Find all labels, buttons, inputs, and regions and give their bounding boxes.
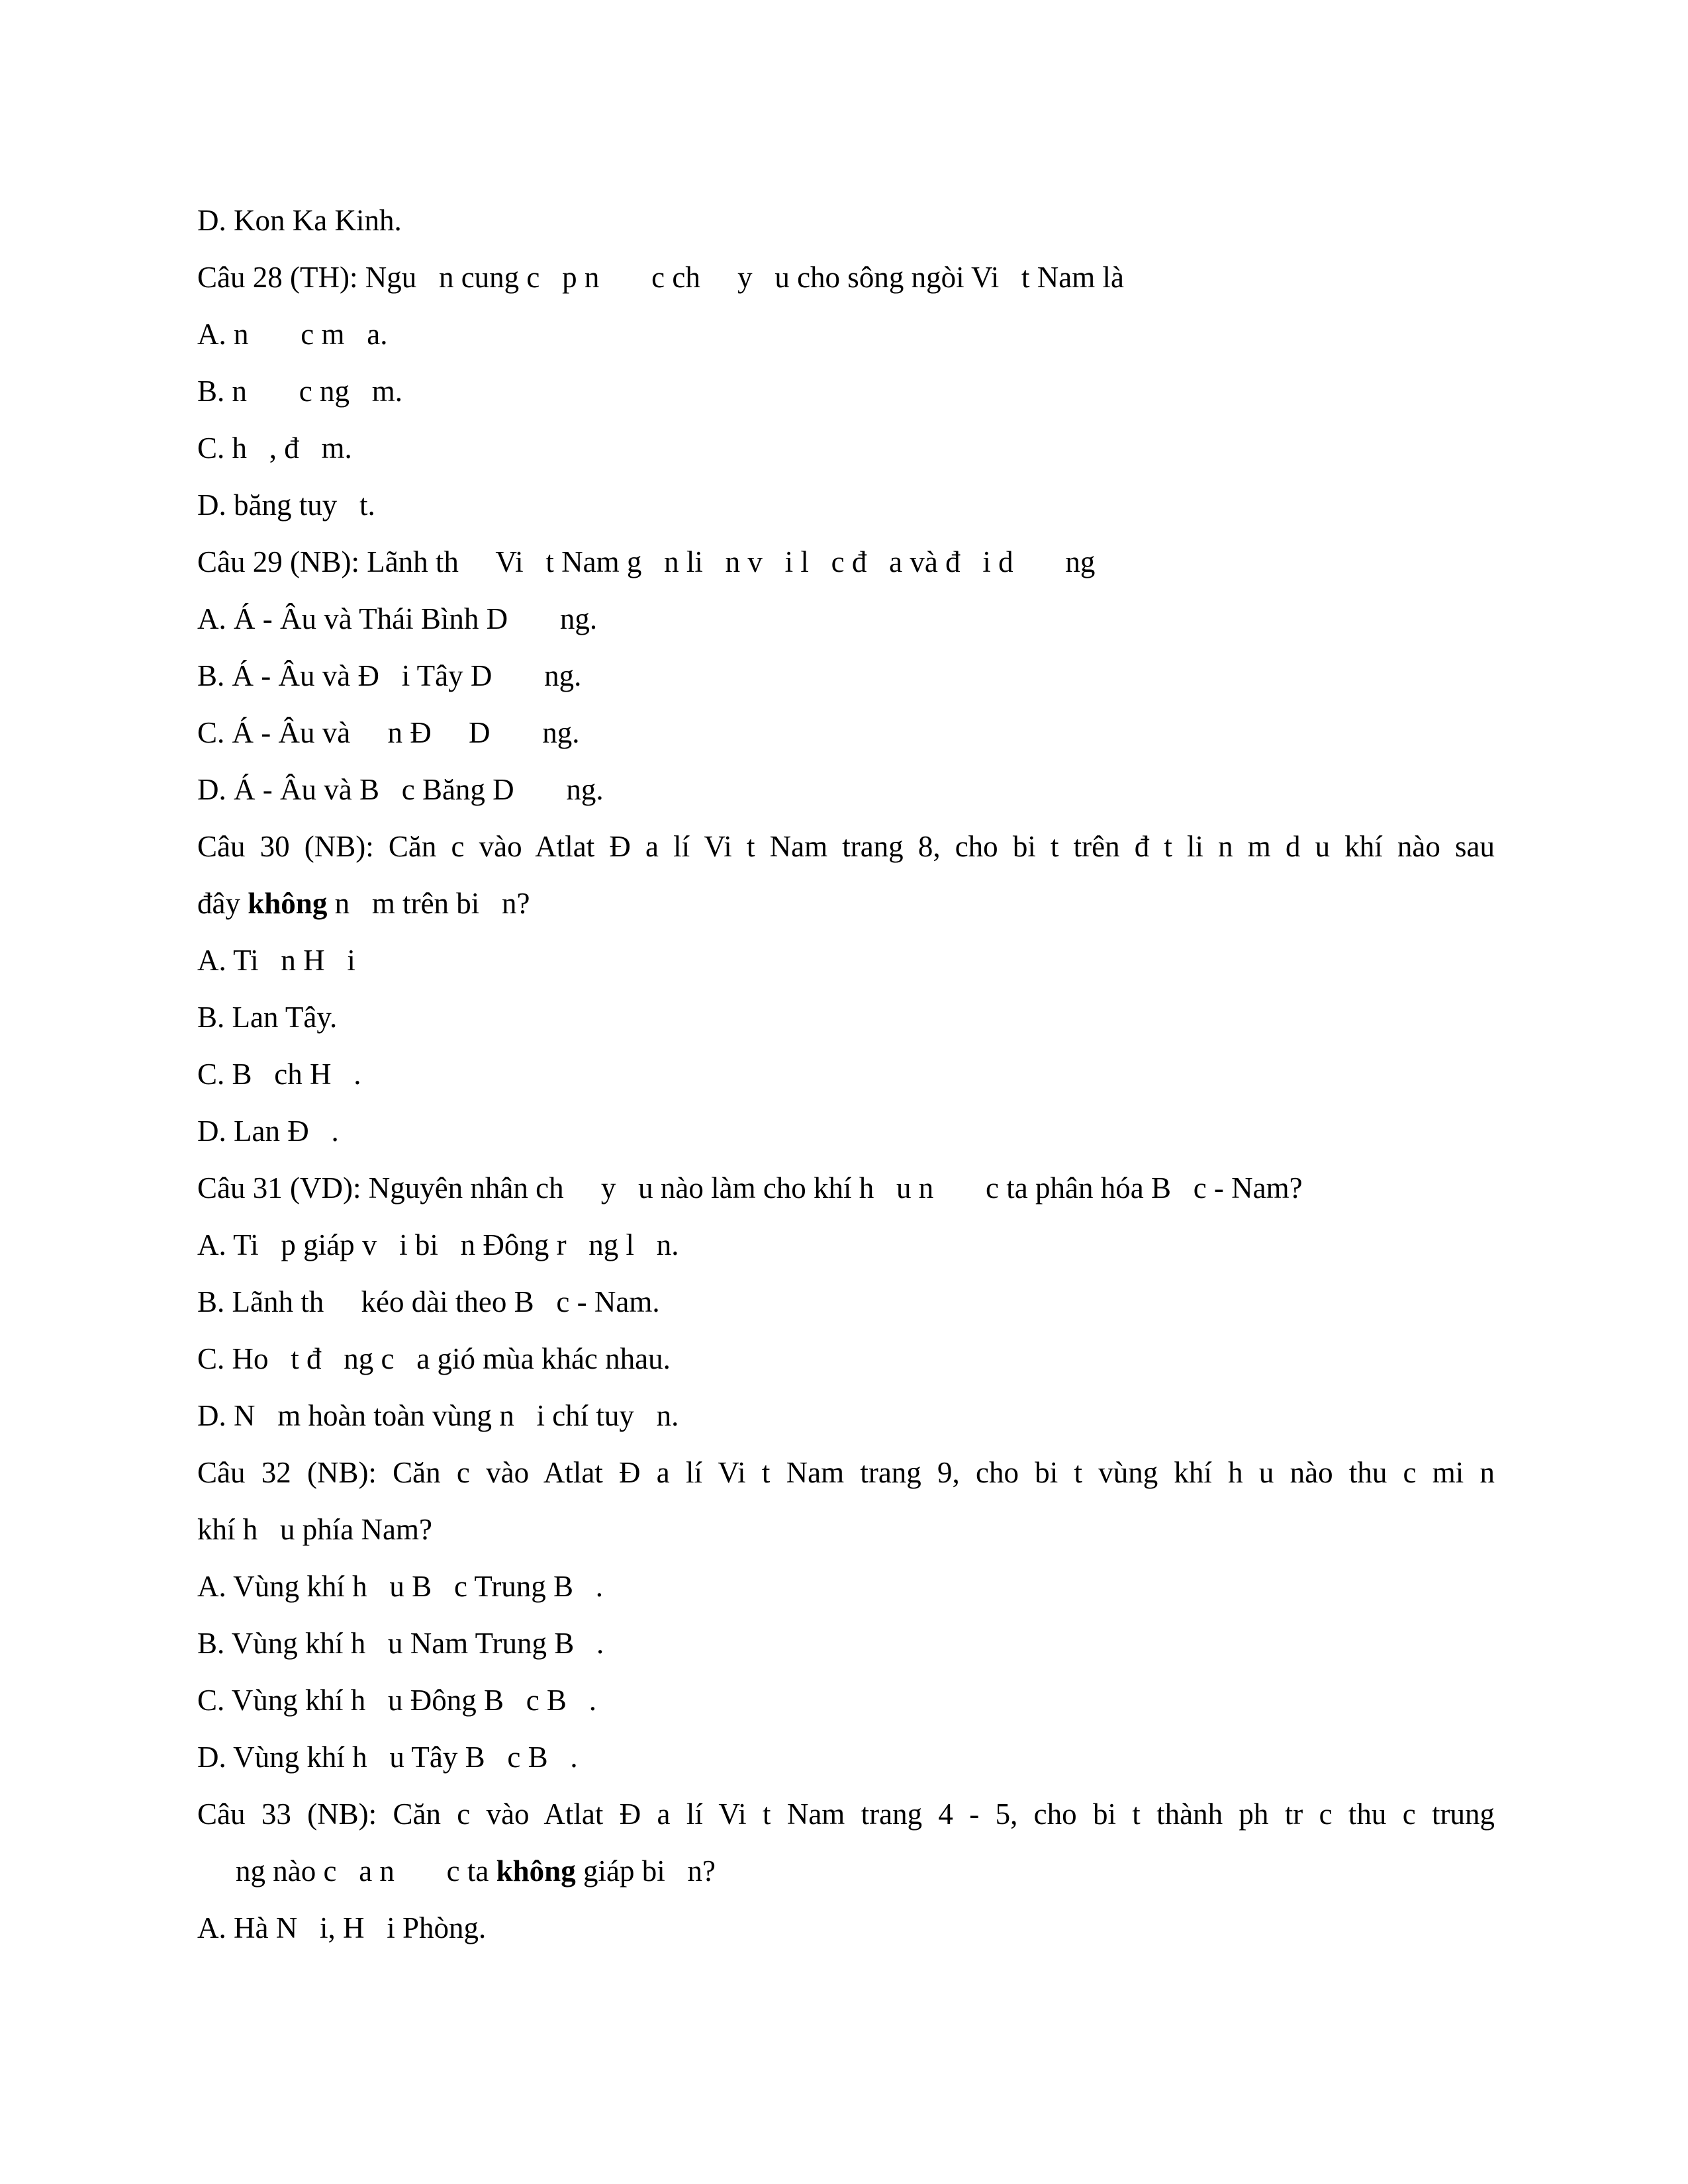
q33-text-start: ng nào c a n c ta: [236, 1854, 496, 1888]
option-b-q31: B. Lãnh th kéo dài theo B c - Nam.: [197, 1285, 660, 1318]
option-d-q30: D. Lan Đ .: [197, 1115, 339, 1148]
question-30: Câu 30 (NB): Căn c vào Atlat Đ a lí Vi t Nam trang 8, cho bi t trên đ t li n m d u khí nào sau: [197, 830, 1495, 863]
option-d-q31: D. N m hoàn toàn vùng n i chí tuy n.: [197, 1399, 679, 1432]
q30-text-end: n m trên bi n?: [327, 887, 530, 920]
option-c-q28: C. h , đ m.: [197, 432, 352, 465]
question-32-continued: khí h u phía Nam?: [197, 1513, 432, 1546]
option-b-q29: B. Á - Âu và Đ i Tây D ng.: [197, 659, 582, 692]
option-a-q32: A. Vùng khí h u B c Trung B .: [197, 1570, 604, 1603]
option-a-q33: A. Hà N i, H i Phòng.: [197, 1911, 487, 1944]
question-30-continued: [197, 875, 1495, 932]
q33-text-end: giáp bi n?: [575, 1854, 716, 1888]
question-33: Câu 33 (NB): Căn c vào Atlat Đ a lí Vi t Nam trang 4 - 5, cho bi t thành ph tr c thu c trung: [197, 1797, 1495, 1831]
option-a-q30: A. Ti n H i: [197, 944, 355, 977]
option-b-q30: B. Lan Tây.: [197, 1001, 338, 1034]
option-a-q28: A. n c m a.: [197, 318, 388, 351]
option-a-q31: A. Ti p giáp v i bi n Đông r ng l n.: [197, 1228, 679, 1261]
q30-text-start: đây: [197, 887, 248, 920]
document-page: [197, 192, 1495, 1956]
option-b-q32: B. Vùng khí h u Nam Trung B .: [197, 1627, 604, 1660]
option-c-q31: C. Ho t đ ng c a gió mùa khác nhau.: [197, 1342, 671, 1375]
question-31: Câu 31 (VD): Nguyên nhân ch y u nào làm cho khí h u n c ta phân hóa B c - Nam?: [197, 1171, 1303, 1205]
question-33-continued: [197, 1843, 1495, 1899]
option-a-q29: A. Á - Âu và Thái Bình D ng.: [197, 602, 598, 635]
option-d-q28: D. băng tuy t.: [197, 488, 375, 522]
q33-bold-khong: không: [496, 1854, 576, 1888]
question-29: Câu 29 (NB): Lãnh th Vi t Nam g n li n v i l c đ a và đ i d ng: [197, 545, 1096, 578]
question-28: Câu 28 (TH): Ngu n cung c p n c ch y u cho sông ngòi Vi t Nam là: [197, 261, 1125, 294]
q30-bold-khong: không: [248, 887, 328, 920]
option-b-q28: B. n c ng m.: [197, 375, 402, 408]
option-c-q32: C. Vùng khí h u Đông B c B .: [197, 1684, 596, 1717]
option-d-q27: D. Kon Ka Kinh.: [197, 204, 402, 237]
option-d-q32: D. Vùng khí h u Tây B c B .: [197, 1741, 578, 1774]
option-c-q30: C. B ch H .: [197, 1058, 361, 1091]
option-c-q29: C. Á - Âu và n Đ D ng.: [197, 716, 580, 749]
question-32: Câu 32 (NB): Căn c vào Atlat Đ a lí Vi t Nam trang 9, cho bi t vùng khí h u nào thu c mi n: [197, 1456, 1495, 1489]
option-d-q29: D. Á - Âu và B c Băng D ng.: [197, 773, 604, 806]
